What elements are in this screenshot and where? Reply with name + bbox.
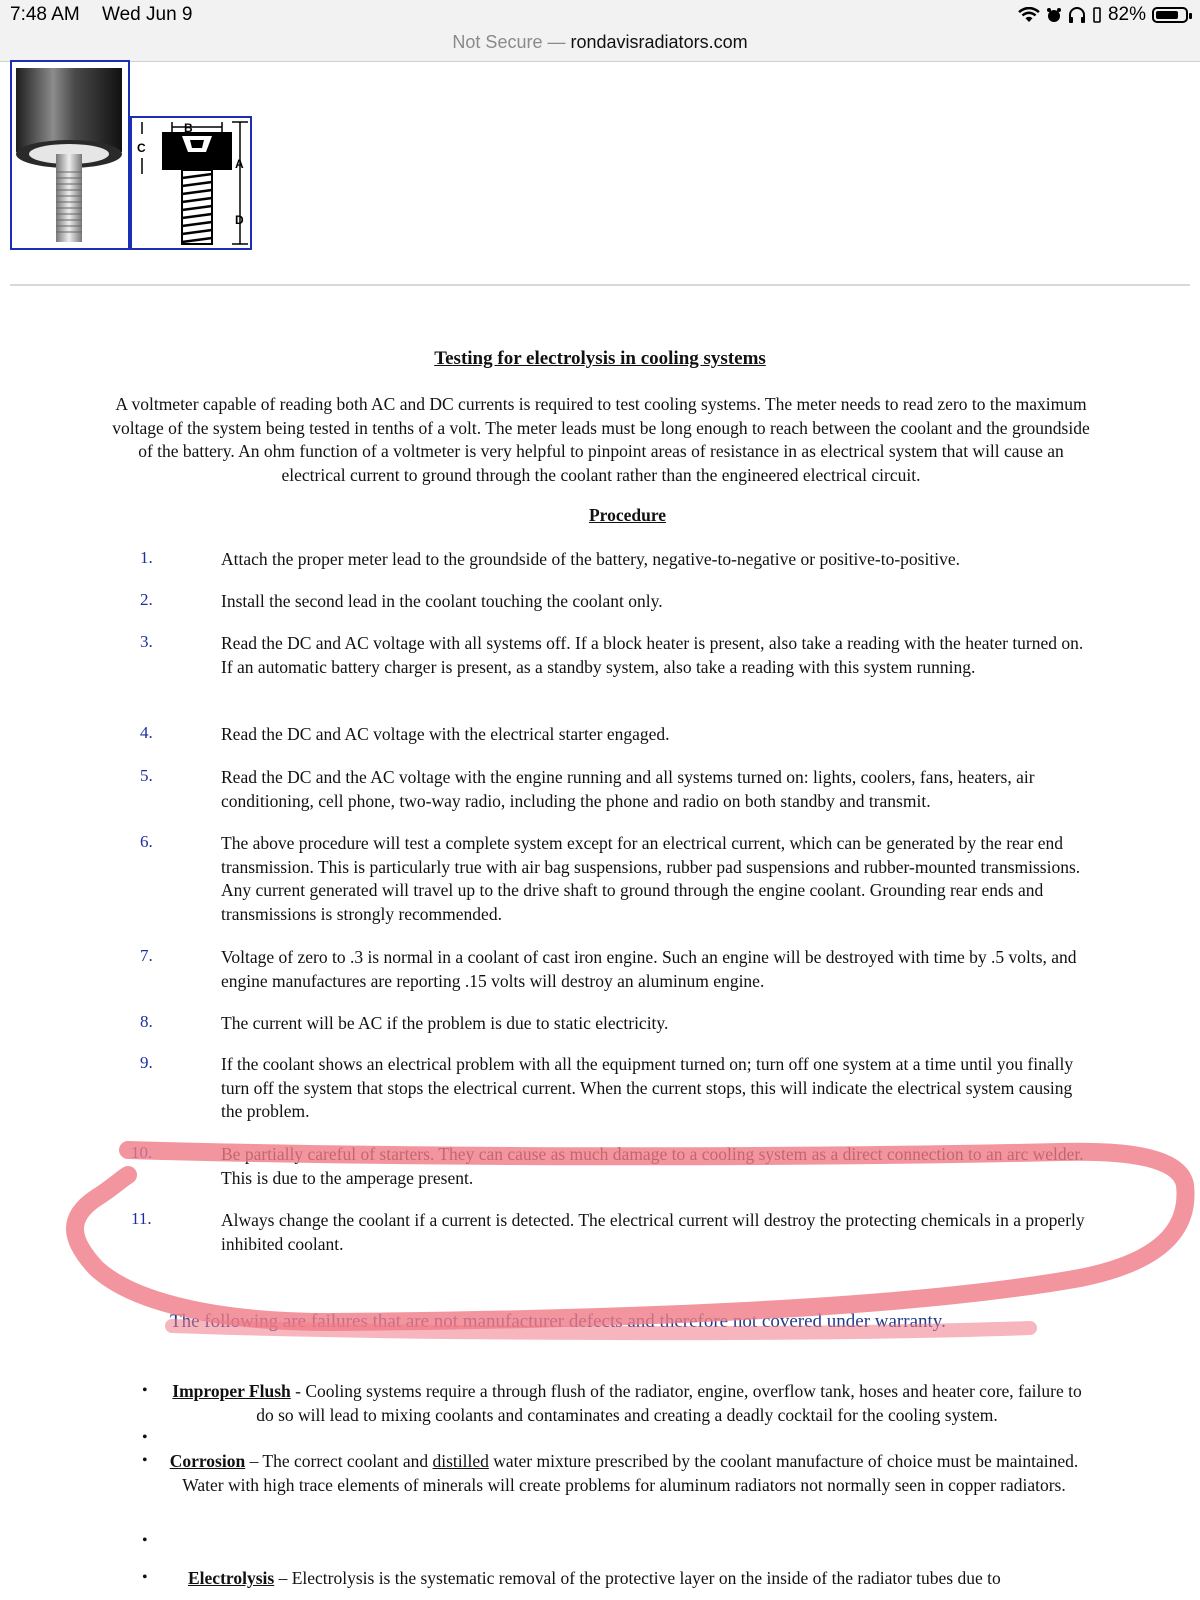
dim-label-c: C — [137, 141, 146, 155]
step-text: Voltage of zero to .3 is normal in a coolant of cast iron engine. Such an engine will be destroyed with time by .5 volts, and engine manufactures are reporting .15 volts will destroy an aluminum engine. — [221, 947, 1077, 991]
step-number: 11. — [131, 1209, 152, 1228]
step-text: The current will be AC if the problem is due to static electricity. — [221, 1013, 669, 1033]
dim-label-d: D — [235, 213, 244, 227]
step-text: Be partially careful of starters. They can cause as much damage to a cooling system as a direct connection to an arc welder. This is due to the amperage present. — [221, 1144, 1084, 1188]
failure-text: – Electrolysis is the systematic removal of the protective layer on the inside of the radiator tubes due to — [274, 1568, 1001, 1588]
bullet-dot: • — [142, 1569, 148, 1586]
rubber-mount-image — [12, 62, 128, 248]
step-number: 7. — [140, 946, 153, 965]
status-time: 7:48 AM — [10, 4, 80, 25]
alarm-icon — [1046, 7, 1062, 23]
step-text: Read the DC and AC voltage with all systems off. If a block heater is present, also take a reading with the heater turned on. If an automatic battery charger is present, as a standby system, also take a reading with this system running. — [221, 633, 1084, 677]
step-number: 9. — [140, 1053, 153, 1072]
headphones-icon — [1068, 7, 1086, 23]
failure-text-after: water mixture prescribed by the coolant manufacture of choice must be maintained. Water with high trace elements of minerals will create problems for aluminum radiators not normally seen in copper radiators. — [182, 1451, 1079, 1495]
lock-rotation-icon — [1092, 6, 1102, 24]
bullet-dot: • — [142, 1452, 148, 1469]
bullet-dot: • — [142, 1382, 148, 1399]
failure-term[interactable]: Corrosion — [169, 1451, 246, 1471]
failure-item — [172, 1380, 1082, 1427]
step-number: 5. — [140, 766, 153, 785]
step-text: Read the DC and the AC voltage with the engine running and all systems turned on: lights, coolers, fans, heaters, air conditioning, cell phone, two-way radio, including the phone and radio on both standby and transmit. — [221, 767, 1035, 811]
step-text: Always change the coolant if a current is detected. The electrical current will destroy the protecting chemicals in a properly inhibited coolant. — [221, 1210, 1085, 1254]
page-title: Testing for electrolysis in cooling systems — [434, 348, 766, 369]
step-text: If the coolant shows an electrical problem with all the equipment turned on; turn off one system at a time until you finally turn off the system that stops the electrical current. When the current stops, this will indicate the electrical system causing the problem. — [221, 1054, 1074, 1121]
procedure-heading: Procedure — [588, 505, 667, 525]
failure-term[interactable]: Electrolysis — [188, 1568, 275, 1588]
security-label: Not Secure — [452, 32, 543, 52]
battery-percent: 82% — [1107, 4, 1146, 25]
product-photo — [10, 60, 130, 250]
failure-item — [188, 1567, 1088, 1591]
step-number: 8. — [140, 1012, 153, 1031]
address-separator: — — [547, 32, 566, 52]
dim-label-b: B — [184, 121, 193, 135]
dim-label-a: A — [235, 157, 244, 171]
step-number: 3. — [140, 632, 153, 651]
step-text: Install the second lead in the coolant touching the coolant only. — [221, 591, 663, 611]
failure-text-before: – The correct coolant and — [245, 1451, 433, 1471]
page-domain[interactable]: rondavisradiators.com — [570, 32, 748, 52]
failure-text: - Cooling systems require a through flush of the radiator, engine, overflow tank, hoses and heater core, failure to do so will lead to mixing coolants and contaminates and creating a deadly cocktail for the cooling system. — [256, 1381, 1082, 1425]
bullet-dot: • — [142, 1532, 148, 1549]
status-date: Wed Jun 9 — [102, 4, 193, 25]
status-bar — [0, 0, 1200, 32]
step-number: 1. — [140, 548, 153, 567]
failure-item — [168, 1450, 1080, 1497]
intro-paragraph: A voltmeter capable of reading both AC and DC currents is required to test cooling systems. The meter needs to read zero to the maximum voltage of the system being tested in tenths of a volt. The meter leads must be long enough to reach between the coolant and the groundside of the battery. An ohm function of a voltmeter is very helpful to pinpoint areas of resistance in as electrical system that will cause an electrical current to ground through the coolant rather than the engineered electrical circuit. — [112, 394, 1090, 485]
address-bar[interactable] — [0, 32, 1200, 62]
step-text: Read the DC and AC voltage with the electrical starter engaged. — [221, 724, 670, 744]
underlined-word[interactable]: distilled — [432, 1451, 489, 1471]
step-text: The above procedure will test a complete system except for an electrical current, which can be generated by the rear end transmission. This is particularly true with air bag suspensions, rubber pad suspensions and rubber-mounted transmissions. Any current generated will travel up to the drive shaft to ground through the engine coolant. Grounding rear ends and transmissions is strongly recommended. — [221, 833, 1081, 924]
dimension-diagram — [130, 116, 252, 250]
warranty-note: The following are failures that are not manufacturer defects and therefore not covered under warranty. — [170, 1311, 946, 1332]
failure-term[interactable]: Improper Flush — [172, 1381, 291, 1401]
step-number: 4. — [140, 723, 153, 742]
bullet-dot: • — [142, 1429, 148, 1446]
step-text: Attach the proper meter lead to the groundside of the battery, negative-to-negative or positive-to-positive. — [221, 549, 960, 569]
horizontal-rule — [10, 284, 1190, 286]
status-indicators — [1018, 4, 1188, 26]
step-number: 10. — [131, 1143, 153, 1162]
step-number: 6. — [140, 832, 153, 851]
battery-icon — [1152, 7, 1188, 23]
wifi-icon — [1018, 7, 1040, 23]
mount-dimension-drawing — [132, 118, 250, 248]
step-number: 2. — [140, 590, 153, 609]
